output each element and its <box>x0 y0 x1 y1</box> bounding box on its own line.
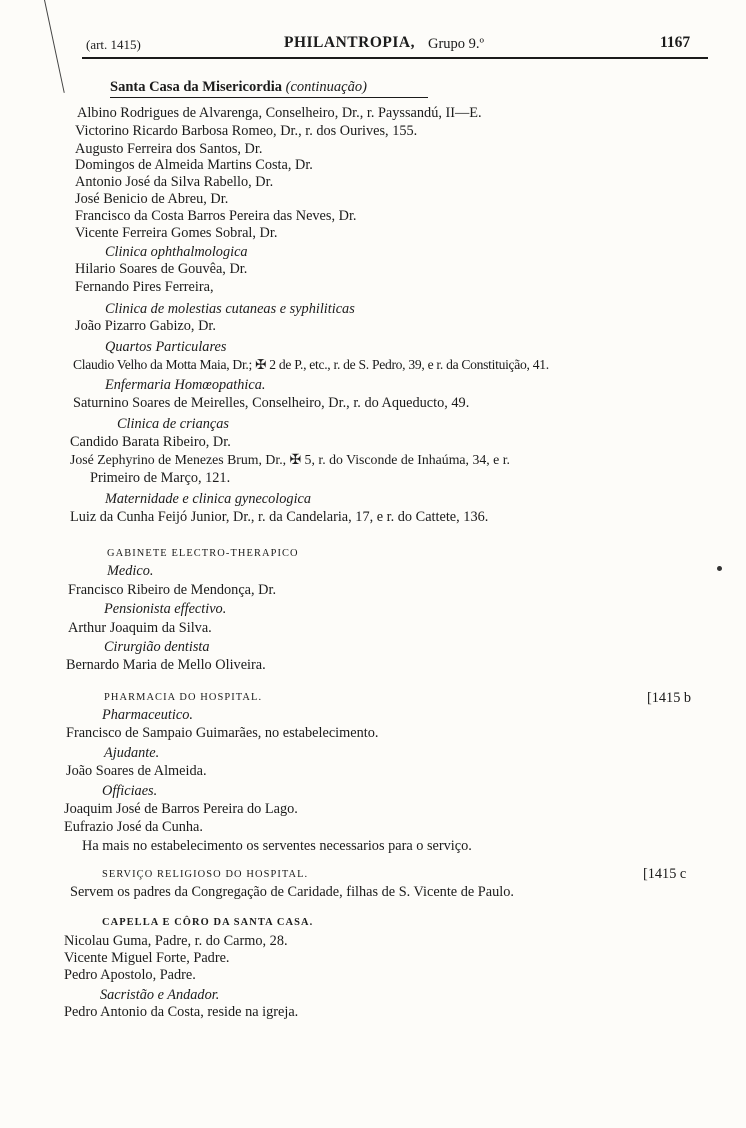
entry-line: Francisco da Costa Barros Pereira das Neves, Dr. <box>75 208 357 224</box>
subsection-heading: Enfermaria Homœopathica. <box>105 377 266 393</box>
entry-line: Domingos de Almeida Martins Costa, Dr. <box>75 157 313 173</box>
entry-line: Bernardo Maria de Mello Oliveira. <box>66 657 266 673</box>
entry-line: José Benicio de Abreu, Dr. <box>75 191 229 207</box>
header-article-ref: (art. 1415) <box>86 37 141 52</box>
header-title: PHILANTROPIA, <box>284 34 415 51</box>
entry-line: Hilario Soares de Gouvêa, Dr. <box>75 261 248 277</box>
entry-line: Augusto Ferreira dos Santos, Dr. <box>75 141 263 157</box>
entry-line: Vicente Ferreira Gomes Sobral, Dr. <box>75 225 278 241</box>
article-ref: [1415 b <box>647 690 692 706</box>
subsection-heading: Pensionista effectivo. <box>104 601 227 617</box>
section-title-main: Santa Casa da Misericordia <box>110 79 282 95</box>
subsection-heading: Clinica de crianças <box>117 416 229 432</box>
subsection-heading: Pharmaceutico. <box>102 707 193 723</box>
entry-line: Pedro Antonio da Costa, reside na igreja. <box>64 1004 299 1020</box>
subsection-heading: Maternidade e clinica gynecologica <box>105 491 312 507</box>
entry-line: Nicolau Guma, Padre, r. do Carmo, 28. <box>64 933 288 949</box>
entry-line: João Pizarro Gabizo, Dr. <box>75 318 216 334</box>
entry-line: Ha mais no estabelecimento os serventes necessarios para o serviço. <box>82 838 472 854</box>
entry-line: Joaquim José de Barros Pereira do Lago. <box>64 801 298 817</box>
entry-line: Arthur Joaquim da Silva. <box>68 620 212 636</box>
section-heading: CAPELLA E CÔRO DA SANTA CASA. <box>102 917 314 928</box>
section-title-rule <box>110 97 428 98</box>
entry-line: Francisco de Sampaio Guimarães, no estabelecimento. <box>66 725 379 741</box>
entry-line: Eufrazio José da Cunha. <box>64 819 203 835</box>
entry-line: Primeiro de Março, 121. <box>90 470 231 486</box>
section-heading: GABINETE ELECTRO-THERAPICO <box>107 548 299 559</box>
entry-line: João Soares de Almeida. <box>66 763 207 779</box>
entry-line: Fernando Pires Ferreira, <box>75 279 214 295</box>
subsection-heading: Sacristão e Andador. <box>100 987 220 1003</box>
header-group: Grupo 9.º <box>428 36 485 52</box>
entry-line: Saturnino Soares de Meirelles, Conselheiro, Dr., r. do Aqueducto, 49. <box>73 395 470 411</box>
entry-line: Claudio Velho da Motta Maia, Dr.; ✠ 2 de P., etc., r. de S. Pedro, 39, e r. da Constituição, 41. <box>73 357 549 372</box>
ink-speck <box>717 566 722 571</box>
article-ref: [1415 c <box>643 866 687 882</box>
header-rule <box>82 57 708 59</box>
entry-line: Albino Rodrigues de Alvarenga, Conselheiro, Dr., r. Payssandú, II—E. <box>77 105 482 121</box>
entry-line: Vicente Miguel Forte, Padre. <box>64 950 230 966</box>
entry-line: Candido Barata Ribeiro, Dr. <box>70 434 231 450</box>
entry-line: Servem os padres da Congregação de Caridade, filhas de S. Vicente de Paulo. <box>70 884 514 900</box>
entry-line: Luiz da Cunha Feijó Junior, Dr., r. da Candelaria, 17, e r. do Cattete, 136. <box>70 509 489 525</box>
section-title <box>110 78 367 96</box>
entry-line: Francisco Ribeiro de Mendonça, Dr. <box>68 582 277 598</box>
entry-line: Antonio José da Silva Rabello, Dr. <box>75 174 274 190</box>
subsection-heading: Officiaes. <box>102 783 158 799</box>
subsection-heading: Clinica ophthalmologica <box>105 244 248 260</box>
subsection-heading: Medico. <box>107 563 154 579</box>
section-heading: PHARMACIA DO HOSPITAL. <box>104 692 263 703</box>
section-title-continuation: (continuação) <box>285 79 367 95</box>
entry-line: Pedro Apostolo, Padre. <box>64 967 196 983</box>
section-heading: SERVIÇO RELIGIOSO DO HOSPITAL. <box>102 869 309 880</box>
entry-line: Victorino Ricardo Barbosa Romeo, Dr., r. dos Ourives, 155. <box>75 123 418 139</box>
subsection-heading: Clinica de molestias cutaneas e syphiliticas <box>105 301 355 317</box>
margin-pen-mark <box>44 0 65 93</box>
subsection-heading: Quartos Particulares <box>105 339 227 355</box>
entry-line: José Zephyrino de Menezes Brum, Dr., ✠ 5, r. do Visconde de Inhaúma, 34, e r. <box>70 452 511 467</box>
page-number: 1167 <box>660 34 691 51</box>
subsection-heading: Ajudante. <box>104 745 160 761</box>
subsection-heading: Cirurgião dentista <box>104 639 210 655</box>
